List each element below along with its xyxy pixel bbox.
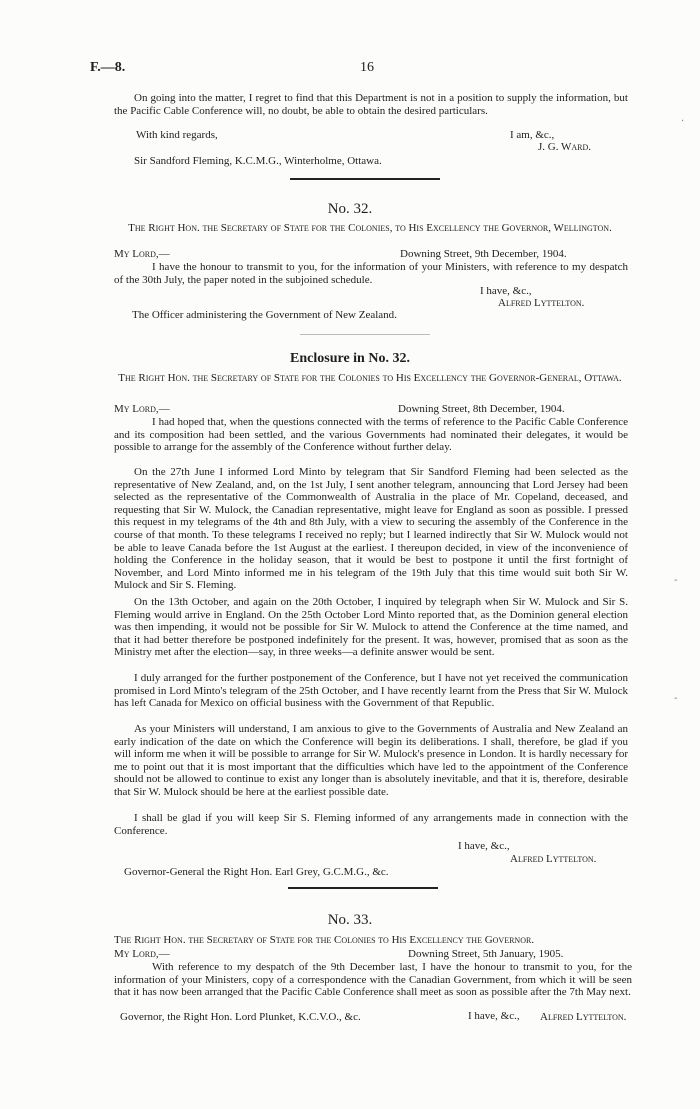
margin-mark: - xyxy=(674,575,678,586)
paragraph: I have the honour to transmit to you, for the information of your Ministers, with reference to my despatch of the 30th July, the paper noted in the subjoined schedule. xyxy=(114,261,628,286)
place-date: Downing Street, 8th December, 1904. xyxy=(398,403,565,415)
salutation: My Lord,— xyxy=(114,948,170,960)
closing-i-have: I have, &c., xyxy=(458,840,510,852)
section-title-no-32: No. 32. xyxy=(327,201,373,217)
signature: Alfred Lyttelton. xyxy=(510,853,597,865)
place-date: Downing Street, 5th January, 1905. xyxy=(408,948,564,960)
section-title-no-33: No. 33. xyxy=(327,912,373,928)
addressee: Governor-General the Right Hon. Earl Grey, G.C.M.G., &c. xyxy=(124,866,389,878)
margin-mark: · xyxy=(681,116,685,127)
document-reference: F.—8. xyxy=(90,60,126,75)
letter-intro: The Right Hon. the Secretary of State for the Colonies to His Excellency the Governor-General, Ottawa. xyxy=(118,372,622,384)
section-title-enclosure: Enclosure in No. 32. xyxy=(290,351,410,366)
salutation: My Lord,— xyxy=(114,248,170,260)
closing-i-have: I have, &c., xyxy=(468,1010,520,1022)
addressee: The Officer administering the Government of New Zealand. xyxy=(132,309,397,321)
signature: Alfred Lyttelton. xyxy=(498,297,585,309)
paragraph: As your Ministers will understand, I am anxious to give to the Governments of Australia and New Zealand an early indication of the date on which the Conference will begin its deliberations. I shall, therefore, be glad if you will inform me when it will be possible to arrange for Sir W. Mulock's presence in London. It is hardly necessary for me to point out that it is most important that the difficulties which have led to the appointment of the Conference should not be allowed to continue to exist any longer than is absolutely inevitable, and that it is, therefore, desirable that Sir W. Mulock should be here at the earliest possible date. xyxy=(114,723,628,798)
paragraph: I shall be glad if you will keep Sir S. Fleming informed of any arrangements made in connection with the Conference. xyxy=(114,812,628,837)
paragraph: I duly arranged for the further postponement of the Conference, but I have not yet received the communication promised in Lord Minto's telegram of the 25th October, and I have recently learnt from the Press that Sir W. Mulock has left Canada for Mexico on official business with the Government of that Republic. xyxy=(114,672,628,710)
closing-i-have: I have, &c., xyxy=(480,285,532,297)
closing-i-am: I am, &c., xyxy=(510,129,555,141)
section-divider xyxy=(290,178,440,180)
section-divider xyxy=(300,334,430,335)
page-number: 16 xyxy=(360,60,374,75)
signature: Alfred Lyttelton. xyxy=(540,1011,627,1023)
paragraph: On the 27th June I informed Lord Minto by telegram that Sir Sandford Fleming had been selected as the representative of New Zealand, and, on the 1st July, I sent another telegram, announcing that Lord Jersey had been selected as the representative of the Commonwealth of Australia in the place of Mr. Copeland, deceased, and requesting that Sir W. Mulock, the Canadian representative, might leave for England as soon as possible. I pressed this request in my telegrams of the 4th and 8th July, with a view to securing the assembly of the Conference in the course of that month. To these telegrams I received no reply; but I learned indirectly that Sir W. Mulock would not be able to leave Canada before the 1st August at the earliest. I thereupon decided, in view of the inconvenience of holding the Conference in the holiday season, that it would be best to postpone it until the first fortnight of November, and Lord Minto informed me in his telegram of the 19th July that this time would suit both Sir W. Mulock and Sir S. Fleming. xyxy=(114,466,628,592)
addressee: Sir Sandford Fleming, K.C.M.G., Winterholme, Ottawa. xyxy=(134,155,382,167)
signature: J. G. Ward. xyxy=(538,141,592,153)
paragraph: On going into the matter, I regret to find that this Department is not in a position to supply the information, but the Pacific Cable Conference will, no doubt, be able to obtain the desired particulars. xyxy=(114,92,628,117)
section-divider xyxy=(288,887,438,889)
letter-intro: The Right Hon. the Secretary of State for the Colonies to His Excellency the Governor. xyxy=(114,934,535,946)
paragraph: With reference to my despatch of the 9th December last, I have the honour to transmit to you, for the information of your Ministers, copy of a correspondence with the Canadian Government, from which it will be seen that it has now been arranged that the Pacific Cable Conference shall meet as soon as possible after the 7th May next. xyxy=(114,961,632,999)
letter-intro: The Right Hon. the Secretary of State for the Colonies, to His Excellency the Governor, Wellington. xyxy=(128,222,612,234)
paragraph: On the 13th October, and again on the 20th October, I inquired by telegraph when Sir W. Mulock and Sir S. Fleming would arrive in England. On the 25th October Lord Minto reported that, as the Dominion general election was then impending, it would not be possible for Sir W. Mulock to attend the Conference at the time named, and that it had better therefore be postponed indefinitely for the present. It was, however, promised that as soon as the Ministry met after the election—say, in three weeks—a definite answer would be sent. xyxy=(114,596,628,659)
salutation: My Lord,— xyxy=(114,403,170,415)
addressee: Governor, the Right Hon. Lord Plunket, K.C.V.O., &c. xyxy=(120,1011,361,1023)
place-date: Downing Street, 9th December, 1904. xyxy=(400,248,567,260)
paragraph: I had hoped that, when the questions connected with the terms of reference to the Pacific Cable Conference and its composition had been settled, and the various Governments had nominated their delegates, it would be possible to arrange for the assembly of the Conference without further delay. xyxy=(114,416,628,454)
margin-mark: - xyxy=(674,693,678,704)
closing-regards: With kind regards, xyxy=(136,129,218,141)
